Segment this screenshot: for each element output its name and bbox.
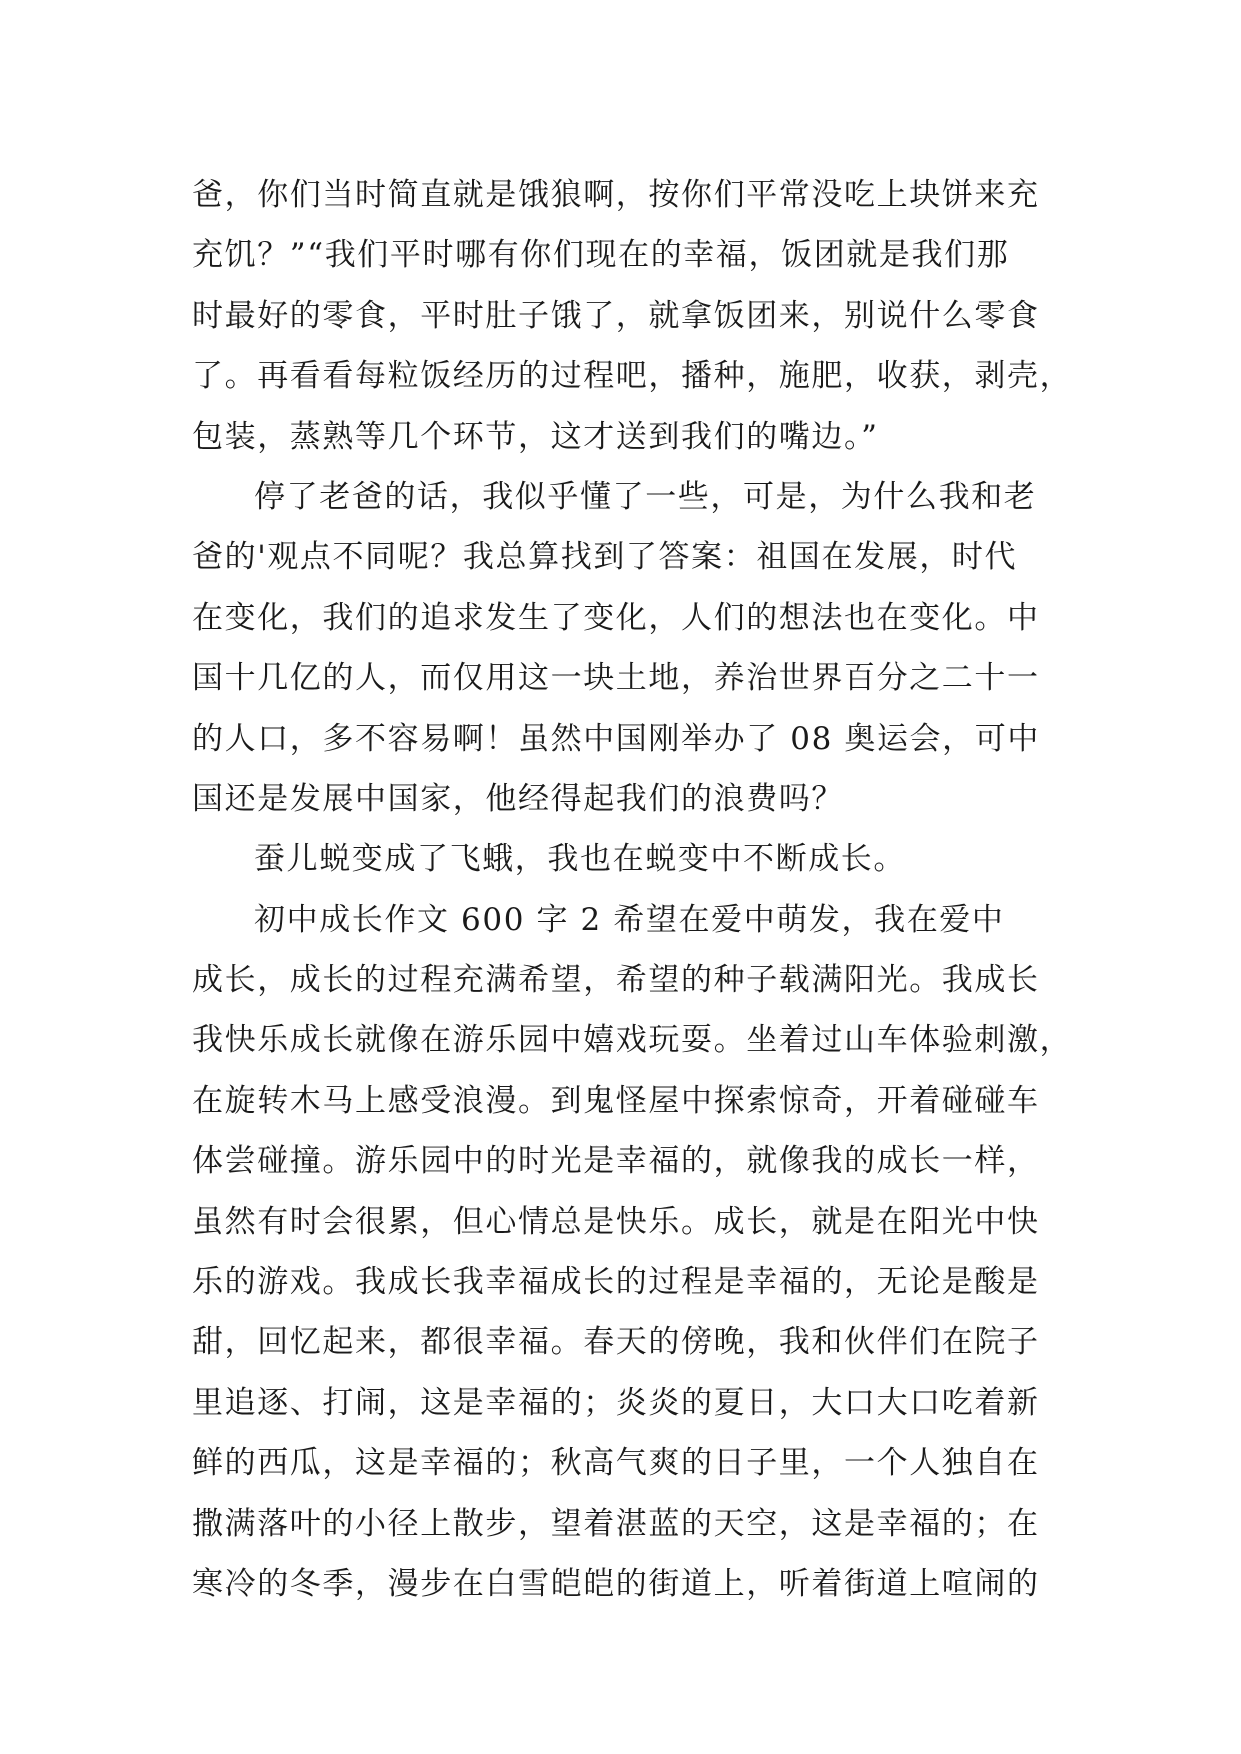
text-line: 充饥？”“我们平时哪有你们现在的幸福，饭团就是我们那 — [192, 237, 1010, 274]
text-line: 我快乐成长就像在游乐园中嬉戏玩耍。坐着过山车体验刺激， — [192, 1022, 1073, 1059]
text-line: 寒冷的冬季，漫步在白雪皑皑的街道上，听着街道上喧闹的 — [192, 1565, 1040, 1602]
text-line: 爸的'观点不同呢？我总算找到了答案：祖国在发展，时代 — [192, 539, 1018, 576]
text-line: 了。再看看每粒饭经历的过程吧，播种，施肥，收获，剥壳， — [192, 358, 1073, 395]
text-line: 乐的游戏。我成长我幸福成长的过程是幸福的，无论是酸是 — [192, 1264, 1040, 1301]
text-line: 在变化，我们的追求发生了变化，人们的想法也在变化。中 — [192, 599, 1040, 636]
paragraph-start-line: 蚕儿蜕变成了飞蛾，我也在蜕变中不断成长。 — [254, 841, 906, 878]
body-text — [192, 165, 1073, 1614]
paragraph-start-line: 停了老爸的话，我似乎懂了一些，可是，为什么我和老 — [254, 478, 1037, 515]
text-line: 包装，蒸熟等几个环节，这才送到我们的嘴边。” — [192, 418, 879, 455]
text-line: 体尝碰撞。游乐园中的时光是幸福的，就像我的成长一样， — [192, 1143, 1040, 1180]
text-line: 鲜的西瓜，这是幸福的；秋高气爽的日子里，一个人独自在 — [192, 1445, 1040, 1482]
paragraph-start-line: 初中成长作文 600 字 2 希望在爱中萌发，我在爱中 — [254, 901, 1005, 938]
text-line: 国还是发展中国家，他经得起我们的浪费吗？ — [192, 780, 844, 817]
text-line: 虽然有时会很累，但心情总是快乐。成长，就是在阳光中快 — [192, 1203, 1040, 1240]
text-line: 爸，你们当时简直就是饿狼啊，按你们平常没吃上块饼来充 — [192, 177, 1040, 213]
text-line: 成长，成长的过程充满希望，希望的种子载满阳光。我成长 — [192, 962, 1040, 999]
text-line: 时最好的零食，平时肚子饿了，就拿饭团来，别说什么零食 — [192, 297, 1040, 334]
text-line: 甜，回忆起来，都很幸福。春天的傍晚，我和伙伴们在院子 — [192, 1324, 1040, 1361]
text-line: 的人口，多不容易啊！虽然中国刚举办了 08 奥运会，可中 — [192, 720, 1040, 757]
text-line: 在旋转木马上感受浪漫。到鬼怪屋中探索惊奇，开着碰碰车 — [192, 1082, 1040, 1119]
text-line: 撒满落叶的小径上散步，望着湛蓝的天空，这是幸福的；在 — [192, 1505, 1040, 1542]
text-line: 国十几亿的人，而仅用这一块土地，养治世界百分之二十一 — [192, 660, 1040, 697]
text-line: 里追逐、打闹，这是幸福的；炎炎的夏日，大口大口吃着新 — [192, 1384, 1040, 1421]
